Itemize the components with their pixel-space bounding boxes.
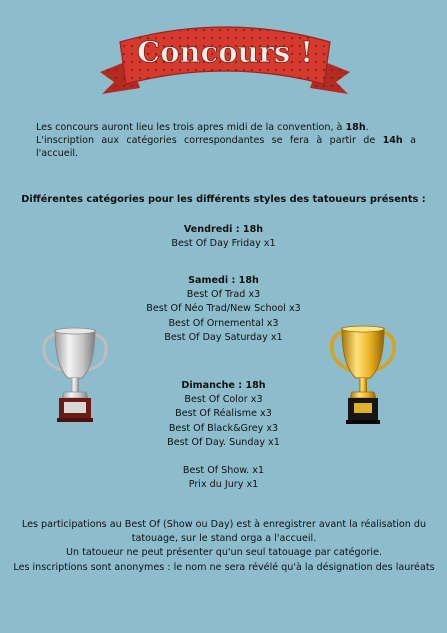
category-item: Best Of Black&Grey x3 — [168, 422, 279, 434]
categories-heading: Différentes catégories pour les différents styles des tatoueurs présents : — [21, 194, 426, 205]
banner-title: Concours ! — [136, 35, 314, 69]
day-title: Dimanche : 18h — [181, 380, 266, 391]
day-title: Vendredi : 18h — [183, 224, 264, 235]
category-item: Best Of Day Friday x1 — [171, 238, 276, 250]
intro-line1-end: . — [365, 122, 369, 133]
intro-line2-text: L'inscription aux catégories correspondantes se fera à partir de — [36, 135, 383, 146]
day-title: Samedi : 18h — [188, 275, 259, 286]
extra-prizes — [0, 464, 447, 492]
prize-item: Prix du Jury x1 — [188, 479, 259, 491]
category-item: Best Of Réalisme x3 — [175, 408, 272, 420]
intro-line1-text: Les concours auront lieu les trois apres midi de la convention, à — [36, 122, 346, 133]
day-friday — [0, 223, 447, 251]
trophy-silver-icon — [40, 326, 110, 430]
trophy-gold-icon — [330, 324, 396, 430]
footer-line: Les participations au Best Of (Show ou Day) est à enregistrer avant la réalisation du tatouage, sur le stand orga a l'accueil. — [21, 519, 427, 545]
intro-line2-time: 14h — [382, 135, 403, 146]
intro-line1-time: 18h — [345, 122, 366, 133]
category-item: Best Of Ornemental x3 — [168, 317, 279, 329]
category-item: Best Of Trad x3 — [186, 289, 261, 301]
category-item: Best Of Day Saturday x1 — [164, 331, 283, 343]
footer-line: Un tatoueur ne peut présenter qu'un seul tatouage par catégorie. — [65, 547, 383, 559]
category-item: Best Of Néo Trad/New School x3 — [146, 303, 301, 315]
concours-banner — [96, 18, 354, 104]
intro-line2-end: a l'accueil. — [36, 135, 416, 159]
footer-notes — [4, 518, 444, 575]
category-item: Best Of Color x3 — [184, 394, 263, 406]
prize-item: Best Of Show. x1 — [182, 465, 265, 476]
category-item: Best Of Day. Sunday x1 — [167, 436, 280, 448]
intro-paragraph — [36, 121, 416, 160]
footer-line: Les inscriptions sont anonymes : le nom ne sera révélé qu'à la désignation des lauréats — [13, 561, 435, 573]
